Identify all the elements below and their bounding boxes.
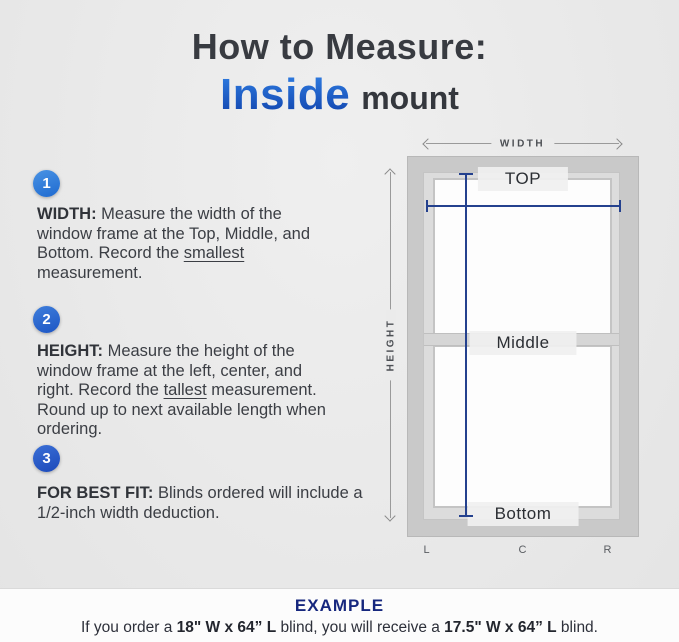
width-measure-line-right-cap	[619, 200, 621, 212]
title-highlight: Inside	[220, 70, 351, 119]
label-left: L	[423, 544, 431, 556]
step-2-number: 2	[42, 311, 51, 328]
example-received-size: 17.5" W x 64” L	[444, 619, 557, 636]
step-1-text	[37, 205, 339, 283]
step-1-number: 1	[42, 175, 51, 192]
example-part3: blind.	[556, 619, 598, 636]
example-part2: blind, you will receive a	[276, 619, 445, 636]
measure-position-top-label: TOP	[478, 167, 568, 191]
step-3-label: FOR BEST FIT:	[37, 484, 154, 502]
step-2-body: Measure the height of the window frame at the left, center, and right. Record the	[37, 342, 303, 400]
arrow-down-chevron-icon	[384, 510, 395, 521]
step-1-body: Measure the width of the window frame at the Top, Middle, and Bottom. Record the	[37, 205, 311, 263]
step-3-number: 3	[42, 450, 51, 467]
arrow-up-chevron-icon	[384, 168, 395, 179]
label-center: C	[518, 544, 528, 556]
example-heading: EXAMPLE	[294, 596, 385, 615]
width-arrow-label: WIDTH	[491, 139, 554, 150]
measure-position-middle-label: Middle	[469, 331, 576, 355]
step-2-label: HEIGHT:	[37, 342, 103, 360]
height-dimension-arrow	[385, 170, 397, 520]
measure-position-bottom-label: Bottom	[468, 502, 579, 526]
example-part1: If you order a	[81, 619, 177, 636]
example-footer	[0, 588, 679, 642]
step-2-text	[37, 342, 343, 440]
width-measure-line-left-cap	[426, 200, 428, 212]
window-lower-pane	[433, 345, 612, 508]
example-sentence	[0, 619, 679, 637]
step-1-body-end: measurement.	[37, 263, 143, 282]
width-dimension-arrow	[424, 138, 621, 150]
step-2-badge	[33, 306, 60, 333]
label-right: R	[603, 544, 613, 556]
width-measure-line	[427, 205, 621, 207]
arrow-right-chevron-icon	[611, 138, 622, 149]
height-arrow-label: HEIGHT	[386, 310, 397, 381]
step-1-label: WIDTH:	[37, 205, 97, 223]
height-measure-line	[465, 174, 467, 516]
example-ordered-size: 18" W x 64” L	[176, 619, 277, 636]
step-1-underlined-word: smallest	[183, 244, 245, 263]
arrow-left-chevron-icon	[422, 138, 433, 149]
height-measure-line-top-cap	[459, 173, 473, 175]
title-line1: How to Measure:	[191, 26, 488, 67]
step-2-body-end: measurement. Round up to next available length when ordering.	[37, 381, 326, 439]
page-title	[0, 26, 679, 120]
title-suffix: mount	[361, 80, 459, 116]
step-3-body: Blinds ordered will include a 1/2-inch width deduction.	[37, 484, 363, 522]
step-3-badge	[33, 445, 60, 472]
title-line2	[0, 70, 679, 120]
window-upper-pane	[433, 178, 612, 335]
height-measure-line-bottom-cap	[459, 515, 473, 517]
step-2-underlined-word: tallest	[163, 381, 207, 400]
step-3-text	[37, 484, 377, 523]
step-1-badge	[33, 170, 60, 197]
